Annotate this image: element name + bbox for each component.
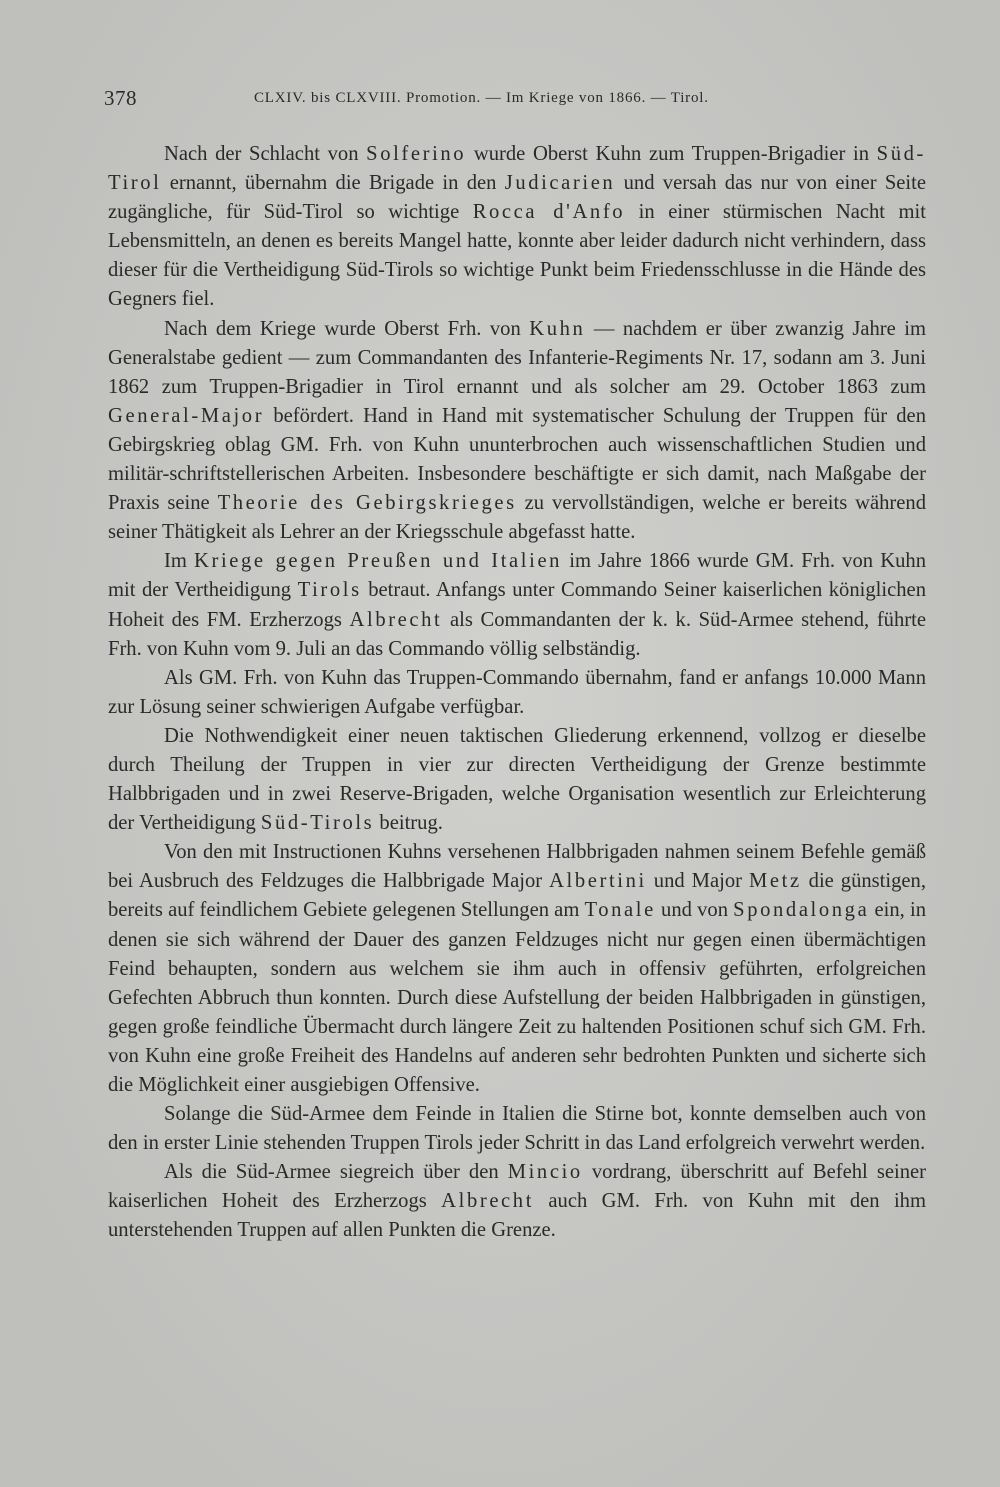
text-run: Nach der Schlacht von (164, 143, 367, 165)
paragraph (108, 140, 926, 315)
text-run: vordrang, überschritt auf Befehl seiner kaiserlichen Hoheit des Erzherzogs (108, 1161, 926, 1213)
text-run: befördert. Hand in Hand mit systematischer Schulung der Truppen für den Gebirgskrieg oblag GM. Frh. von Kuhn ununterbrochen auch wissenschaftlichen Studien und militär-schriftstellerischen Arbeiten. Insbesondere beschäftigte er sich damit, nach Maßgabe der Praxis seine (108, 404, 926, 515)
spaced-emphasis: Süd-Tirol (108, 143, 926, 195)
text-run: Von den mit Instructionen Kuhns versehenen Halbbrigaden nahmen seinem Befehle gemäß bei Ausbruch des Feldzuges die Halbbrigade Major (108, 841, 926, 893)
body-text (108, 140, 926, 1246)
text-run: und Major (646, 870, 749, 893)
text-run: und von (655, 899, 734, 922)
spaced-emphasis: Kriege gegen Preußen und Italien (194, 550, 563, 573)
paragraph (108, 722, 926, 838)
spaced-emphasis: Judicarien (504, 172, 616, 195)
text-run: Nach dem Kriege wurde Oberst Frh. von (164, 317, 530, 340)
spaced-emphasis: Tonale (584, 899, 656, 922)
page-number: 378 (104, 86, 137, 110)
spaced-emphasis: Albertini (549, 870, 647, 893)
paragraph (108, 315, 926, 548)
spaced-emphasis: Metz (748, 870, 802, 893)
text-run: zu vervollständigen, welche er bereits während seiner Thätigkeit als Lehrer an der Kriegsschule abgefasst hatte. (108, 492, 926, 544)
paragraph (108, 1158, 926, 1245)
text-run: beitrug. (374, 812, 443, 835)
spaced-emphasis: Süd-Tirols (260, 812, 375, 835)
text-run: auch GM. Frh. von Kuhn mit den ihm unterstehenden Truppen auf allen Punkten die Grenze. (108, 1190, 926, 1242)
paragraph (108, 1100, 926, 1158)
text-run: als Commandanten der k. k. Süd-Armee stehend, führte Frh. von Kuhn vom 9. Juli an das Commando völlig selbständig. (108, 608, 926, 660)
spaced-emphasis: Albrecht (441, 1190, 535, 1213)
paragraph (108, 547, 926, 663)
spaced-emphasis: Mincio (507, 1161, 583, 1184)
text-run: und versah das nur von einer Seite zugängliche, für Süd-Tirol so wichtige (108, 172, 926, 224)
text-run: Als die Süd-Armee siegreich über den (164, 1161, 508, 1184)
spaced-emphasis: General-Major (108, 404, 265, 427)
page-header (104, 86, 784, 116)
text-run: Die Nothwendigkeit einer neuen taktischen Gliederung erkennend, vollzog er dieselbe durch Theilung der Truppen in vier zur directen Vertheidigung der Grenze bestimmte Halbbrigaden und in zwei Reserve-Brigaden, welche Organisation wesentlich zur Erleichterung der Vertheidigung (108, 724, 926, 835)
spaced-emphasis: Tirols (297, 579, 362, 602)
text-run: Als GM. Frh. von Kuhn das Truppen-Commando übernahm, fand er anfangs 10.000 Mann zur Lösung seiner schwierigen Aufgabe verfügbar. (108, 666, 926, 718)
text-run: ein, in denen sie sich während der Dauer des ganzen Feldzuges nicht nur gegen einen übermächtigen Feind behaupten, sondern aus welchem sie ihm auch in offensiv geführten, erfolgreichen Gefechten Abbruch thun konnten. Durch diese Aufstellung der beiden Halbbrigaden in günstigen, gegen große feindliche Übermacht durch längere Zeit zu haltenden Positionen schuf sich GM. Frh. von Kuhn eine große Freiheit des Handelns auf anderen sehr bedrohten Punkten und sicherte sich die Möglichkeit einer ausgiebigen Offensive. (108, 899, 926, 1096)
text-run: ernannt, übernahm die Brigade in den (161, 172, 505, 195)
text-run: im Jahre 1866 wurde GM. Frh. von Kuhn mit der Vertheidigung (108, 550, 926, 602)
text-run: — nachdem er über zwanzig Jahre im Generalstabe gedient — zum Commandanten des Infanterie-Regiments Nr. 17, sodann am 3. Juni 1862 zum Truppen-Brigadier in Tirol ernannt und als solcher am 29. October 1863 zum (108, 317, 926, 398)
text-run: wurde Oberst Kuhn zum Truppen-Brigadier in (466, 143, 877, 165)
spaced-emphasis: Theorie des Gebirgskrieges (217, 492, 517, 515)
running-head: CLXIV. bis CLXVIII. Promotion. — Im Kriege von 1866. — Tirol. (254, 90, 709, 106)
spaced-emphasis: Solferino (366, 143, 467, 165)
text-run: in einer stürmischen Nacht mit Lebensmitteln, an denen es bereits Mangel hatte, konnte aber leider dadurch nicht verhindern, dass dieser für die Vertheidigung Süd-Tirols so wichtige Punkt beim Friedensschlusse in die Hände des Gegners fiel. (108, 201, 926, 311)
spaced-emphasis: Kuhn (529, 317, 586, 340)
paragraph (108, 838, 926, 1100)
spaced-emphasis: Rocca d'Anfo (472, 201, 626, 224)
text-run: betraut. Anfangs unter Commando Seiner kaiserlichen königlichen Hoheit des FM. Erzherzogs (108, 579, 926, 631)
spaced-emphasis: Albrecht (349, 608, 443, 631)
text-run: Solange die Süd-Armee dem Feinde in Italien die Stirne bot, konnte demselben auch von den in erster Linie stehenden Truppen Tirols jeder Schritt in das Land erfolgreich verwehrt werden. (108, 1103, 926, 1155)
text-run: die günstigen, bereits auf feindlichem Gebiete gelegenen Stellungen am (108, 870, 927, 922)
paragraph (108, 664, 926, 722)
spaced-emphasis: Spondalonga (733, 899, 870, 922)
text-run: Im (164, 550, 195, 573)
